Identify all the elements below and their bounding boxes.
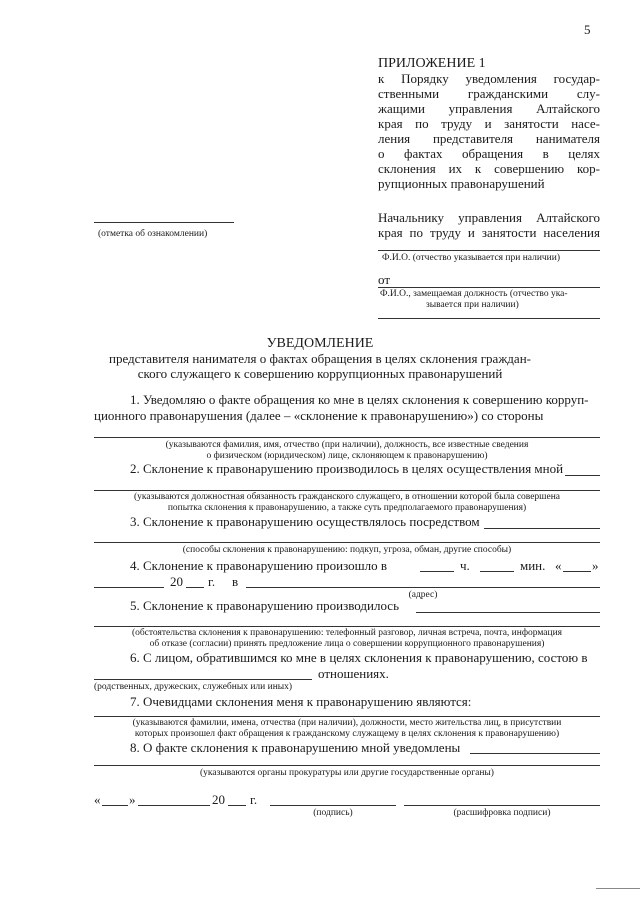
document-title: УВЕДОМЛЕНИЕ: [266, 336, 374, 351]
item-8-hint: (указываются органы прокуратуры или другие государственные органы): [200, 768, 494, 778]
signature-field[interactable]: [270, 805, 396, 806]
item-2-hint-2: попытка склонения к правонарушению, а также суть предполагаемого правонарушения): [167, 503, 527, 513]
item-7-hint-1: (указываются фамилии, имена, отчества (при наличии), должности, место жительства лиц, в присутствии: [132, 718, 562, 728]
appendix-line: о фактах обращения в целях: [378, 146, 600, 161]
item-3-field-inline[interactable]: [484, 528, 600, 529]
fio-line[interactable]: [378, 250, 600, 251]
item-6-field[interactable]: [94, 679, 312, 680]
from-line-2[interactable]: [378, 318, 600, 319]
addressee-line-2: края по труду и занятости населения: [378, 225, 600, 240]
item-4-in-label: в: [232, 574, 239, 589]
addressee: [378, 210, 600, 240]
signature-month-field[interactable]: [138, 805, 210, 806]
item-8-field[interactable]: [94, 765, 600, 766]
item-1-line-1: 1. Уведомляю о факте обращения ко мне в целях склонения к совершению корруп-: [130, 392, 589, 407]
item-4-day-field[interactable]: [563, 571, 591, 572]
item-8-text: 8. О факте склонения к правонарушению мной уведомлены: [130, 740, 461, 755]
appendix-title: ПРИЛОЖЕНИЕ 1: [378, 56, 486, 71]
item-5-field-inline[interactable]: [416, 612, 600, 613]
from-hint-1: Ф.И.О., замещаемая должность (отчество ука-: [380, 289, 568, 299]
item-8-field-inline[interactable]: [470, 753, 600, 754]
item-4-year-label: г.: [208, 574, 216, 589]
item-4-year-field[interactable]: [186, 587, 204, 588]
item-6-end: отношениях.: [318, 666, 389, 681]
appendix-line: ственными гражданскими слу-: [378, 86, 600, 101]
item-4-hint: (адрес): [408, 590, 438, 600]
from-line[interactable]: [378, 287, 600, 288]
item-3-hint: (способы склонения к правонарушению: подкуп, угроза, обман, другие способы): [182, 545, 512, 555]
item-6-text: 6. С лицом, обратившимся ко мне в целях склонения к правонарушению, состою в: [130, 650, 588, 665]
item-4-hour-label: ч.: [460, 558, 470, 573]
appendix-block: [378, 56, 600, 191]
document-subtitle-2: ского служащего к совершению коррупционных правонарушений: [137, 366, 503, 381]
from-hint-2: зывается при наличии): [426, 300, 519, 310]
appendix-line: жащими управления Алтайского: [378, 101, 600, 116]
item-1-hint-1: (указываются фамилия, имя, отчество (при наличии), должность, все известные сведения: [165, 440, 529, 450]
item-2-field[interactable]: [94, 490, 600, 491]
acknowledgement-note: (отметка об ознакомлении): [98, 229, 208, 239]
signature-decode-field[interactable]: [404, 805, 600, 806]
item-4-year-prefix: 20: [170, 574, 183, 589]
item-4-hour-field[interactable]: [420, 571, 454, 572]
item-5-hint-2: об отказе (согласии) принять предложение лица о совершении коррупционного правонарушения): [149, 639, 545, 649]
item-7-text: 7. Очевидцами склонения меня к правонарушению являются:: [130, 694, 472, 709]
item-7-field[interactable]: [94, 716, 600, 717]
item-7-hint-2: которых произошел факт обращения к гражданскому служащему в целях склонения к правонарушению): [134, 729, 560, 739]
page-number: 5: [584, 22, 591, 37]
appendix-line: склонения их к совершению кор-: [378, 161, 600, 176]
item-4-text: 4. Склонение к правонарушению произошло в: [130, 558, 388, 573]
signature-hint: (подпись): [313, 808, 353, 818]
footer-mark: [596, 888, 640, 889]
appendix-line: рупционных правонарушений: [378, 176, 545, 191]
signature-year-label: г.: [250, 792, 258, 807]
signature-day-field[interactable]: [102, 805, 128, 806]
item-1-line-2: ционного правонарушения (далее – «склонение к правонарушению») со стороны: [94, 408, 544, 423]
signature-quote-close: »: [129, 792, 136, 807]
signature-quote-open: «: [94, 792, 101, 807]
item-1-hint-2: о физическом (юридическом) лице, склоняющем к правонарушению): [206, 451, 488, 461]
appendix-line: к Порядку уведомления государ-: [378, 71, 600, 86]
acknowledgement-line[interactable]: [94, 222, 234, 223]
signature-year-field[interactable]: [228, 805, 246, 806]
item-3-field[interactable]: [94, 542, 600, 543]
item-3-text: 3. Склонение к правонарушению осуществлялось посредством: [130, 514, 480, 529]
item-1-field[interactable]: [94, 437, 600, 438]
document-subtitle-1: представителя нанимателя о фактах обращения в целях склонения граждан-: [109, 351, 531, 366]
item-6-hint: (родственных, дружеских, служебных или иных): [94, 682, 293, 692]
item-4-quote-open: «: [555, 558, 562, 573]
item-2-text: 2. Склонение к правонарушению производилось в целях осуществления мной: [130, 461, 564, 476]
signature-year-prefix: 20: [212, 792, 225, 807]
item-4-month-field[interactable]: [94, 587, 164, 588]
from-label: от: [378, 272, 391, 287]
item-4-address-field[interactable]: [246, 587, 600, 588]
signature-decode-hint: (расшифровка подписи): [453, 808, 551, 818]
addressee-line-1: Начальнику управления Алтайского: [378, 210, 600, 225]
item-5-text: 5. Склонение к правонарушению производилось: [130, 598, 399, 613]
appendix-line: ления представителя нанимателя: [378, 131, 600, 146]
item-5-hint-1: (обстоятельства склонения к правонарушению: телефонный разговор, личная встреча, почта, информация: [131, 628, 563, 638]
item-4-minute-field[interactable]: [480, 571, 514, 572]
fio-hint: Ф.И.О. (отчество указывается при наличии): [382, 253, 561, 263]
appendix-line: края по труду и занятости насе-: [378, 116, 600, 131]
item-2-field-inline[interactable]: [565, 475, 600, 476]
item-4-quote-close: »: [592, 558, 599, 573]
item-2-hint-1: (указываются должностная обязанность гражданского служащего, в отношении которой была совершена: [133, 492, 561, 502]
item-4-minute-label: мин.: [520, 558, 546, 573]
item-5-field[interactable]: [94, 626, 600, 627]
